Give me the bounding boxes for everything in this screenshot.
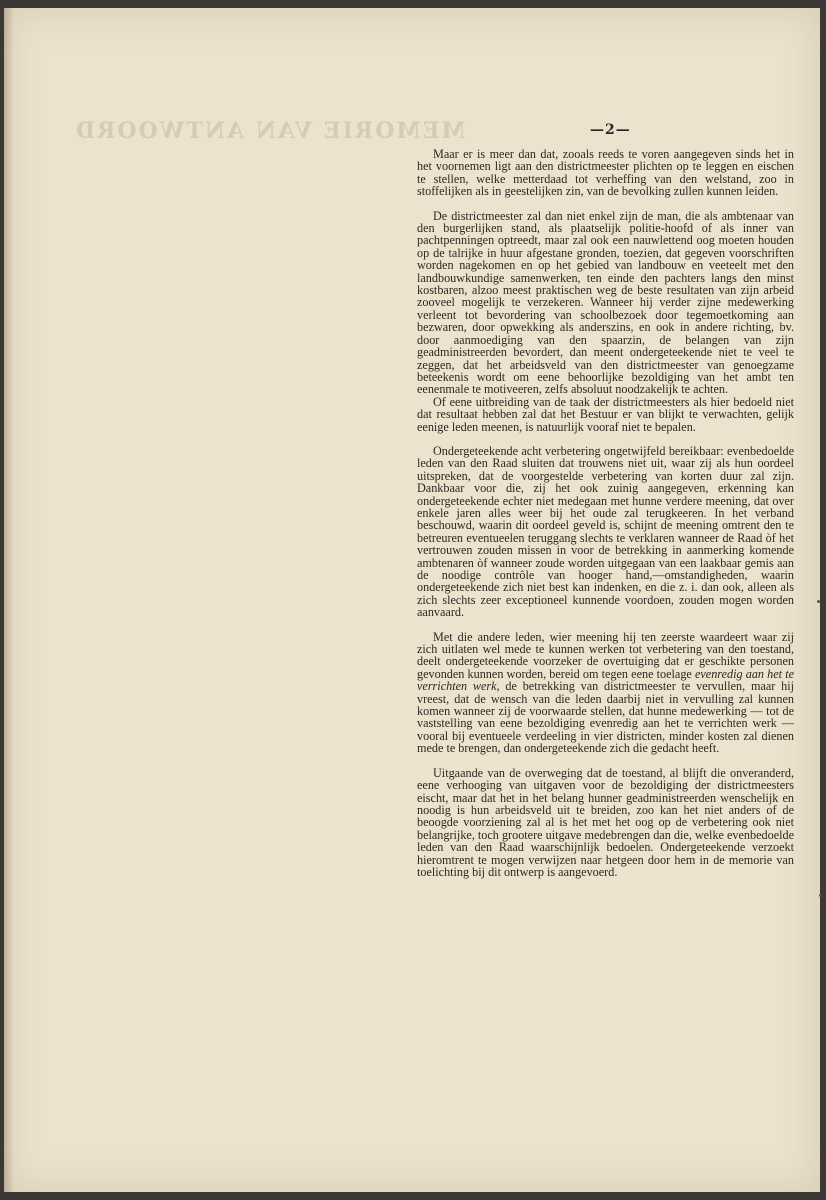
page-binding-shadow: [4, 8, 14, 1192]
paragraph-3: Of eene uitbreiding van de taak der districtmeesters als hier bedoeld niet dat resultaat hebben zal dat het Bestuur er van blijkt te verwachten, gelijk eenige leden meenen, is natuurlijk vooraf niet te bepalen.: [417, 394, 794, 434]
paragraph-5-start: Met die andere leden, wier meening hij ten zeerste waardeert waar zij zich uitlaten wel mede te kunnen werken tot verbetering van den toestand, deelt ondergeteekende voorzeker de overtuiging dat er geschikte personen gevonden kunnen worden, bereid om tegen eene toelage: [417, 629, 794, 681]
paragraph-5-end: , de betrekking van districtmeester te vervullen, maar hij vreest, dat de wensch van die leden daarbij niet in vervulling zal kunnen komen wanneer zij de voorwaarde stellen, dat hunne medewerking — tot de vaststelling van eene bezoldiging evenredig aan het te verrichten werk — vooral bij eventueele verdeeling in vier districten, minder kosten zal dienen mede te brengen, dan ondergeteekende zich die gedacht heeft.: [417, 679, 794, 756]
paragraph-6: Uitgaande van de overweging dat de toestand, al blijft die onveranderd, eene verhooging van uitgaven voor de bezoldiging der districtmeesters eischt, maar dat het in het belang hunner geadministreerden wenschelijk en noodig is hun arbeidsveld uit te breiden, zoo kan het niet anders of de beoogde voorziening zal al is het met het oog op de verbetering ook niet belangrijke, toch grootere uitgave medebrengen dan die, welke evenbedoelde leden van den Raad waarschijnlijk bedoelen. Ondergeteekende verzoekt hieromtrent te mogen verwijzen naar hetgeen door hem in de memorie van toelichting bij dit ontwerp is aangevoerd.: [417, 765, 794, 879]
bleed-through-heading: MEMORIE VAN ANTWOORD: [74, 118, 466, 144]
ink-speck: [819, 894, 822, 897]
paragraph-1: Maar er is meer dan dat, zooals reeds te voren aangegeven sinds het in het voornemen ligt aan den districtmeester plichten op te leggen en eischen te stellen, welke metterdaad tot verheffing van den welstand, zoo in stoffelijken als in geestelijken zin, van de bevolking zullen kunnen leiden.: [417, 147, 794, 199]
paragraph-4: Ondergeteekende acht verbetering ongetwijfeld bereikbaar: evenbedoelde leden van den Raad sluiten dat trouwens niet uit, waar zij als hun oordeel uitspreken, dat de voorgestelde verbetering van korten duur zal zijn. Dankbaar voor die, zij het ook zuinig aangegeven, erkenning kan ondergeteekende echter niet medegaan met hunne verdere meening, dat over enkele jaren alles weer bij het oude zal terugkeeren. In het verband beschouwd, waarin dit oordeel geveld is, schijnt de meening omtrent den te betreuren eventueelen teruggang slechts te verklaren wanneer de Raad òf het vertrouwen zouden missen in voor de betrekking in aanmerking komende ambtenaren òf wanneer zoude worden uitgegaan van een laakbaar gemis aan de noodige contrôle van hooger hand,—omstandigheden, waarin ondergeteekende zich niet best kan indenken, en die z. i. dan ook, alleen als zich slechts zeer exceptioneel kunnende voordoen, zouden mogen worden aanvaard.: [417, 443, 794, 620]
paragraph-5-emphasis: evenredig aan het te verrichten werk: [417, 666, 794, 694]
paragraph-2: De districtmeester zal dan niet enkel zijn de man, die als ambtenaar van den burgerlijken stand, als plaatselijk politie-hoofd of als inner van pachtpenningen optreedt, maar zal ook een nauwlettend oog moeten houden op de talrijke in huur afgestane gronden, toezien, dat gegeven voorschriften worden nagekomen en op het gebied van landbouw en veeteelt met den landbouwkundige samenwerken, ten einde den pachters langs den minst kostbaren, alzoo meest praktischen weg de beste resultaten van zijn arbeid zooveel mogelijk te verzekeren. Wanneer hij verder zijne medewerking verleent tot bevordering van schoolbezoek door tegemoetkoming aan bezwaren, door opwekking als anderszins, en ook in andere richting, bv. door aanmoediging van den spaarzin, de belangen van zijn geadministreerden bevordert, dan meent ondergeteekende niet te veel te zeggen, dat het arbeidsveld van den districtmeester van genoegzame beteekenis wordt om eene behoorlijke bezoldiging van het ambt ten eenenmale te motiveeren, zelfs absoluut noodzakelijk te achten.: [417, 208, 794, 397]
document-page: [4, 8, 820, 1192]
paragraph-5: [417, 631, 794, 755]
body-text-column: [417, 148, 794, 878]
page-number: —2—: [590, 122, 631, 138]
ink-speck: [817, 600, 820, 603]
